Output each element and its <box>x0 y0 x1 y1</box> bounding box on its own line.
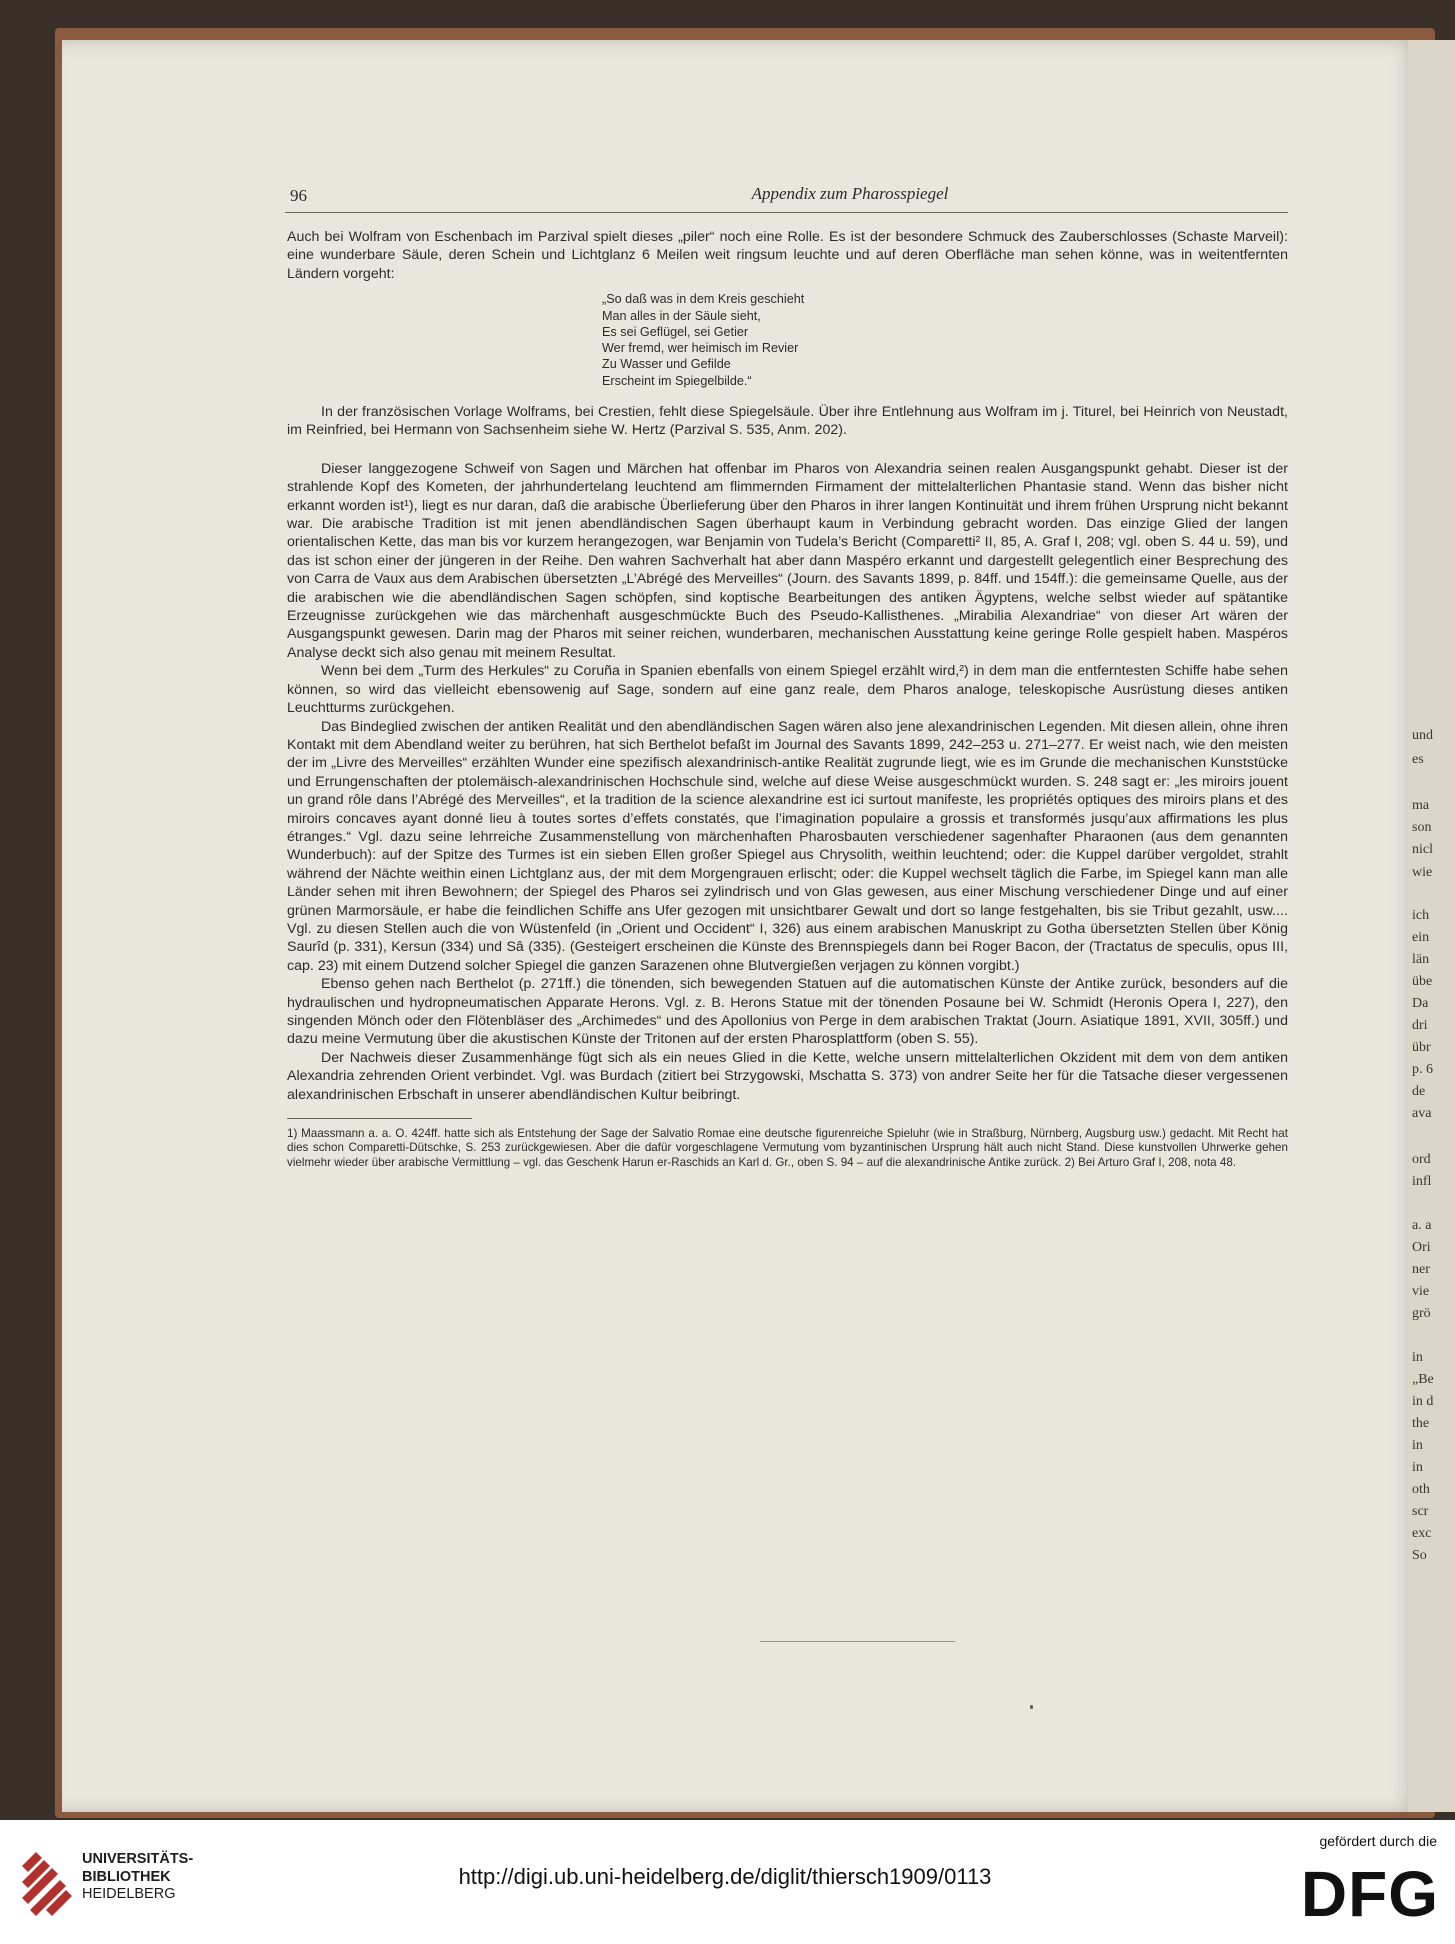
body-text <box>287 228 1288 1170</box>
facing-edge-word: Ori <box>1412 1240 1431 1255</box>
facing-edge-word: p. 6 <box>1412 1062 1433 1077</box>
page-number: 96 <box>290 186 307 205</box>
facing-edge-word: infl <box>1412 1174 1432 1189</box>
facing-edge-word: Da <box>1412 996 1429 1011</box>
page-bottom-rule <box>760 1641 955 1642</box>
facing-edge-word: ein <box>1412 930 1430 945</box>
facing-edge-word: grö <box>1412 1306 1431 1321</box>
poem-line: Es sei Geflügel, sei Getier <box>602 324 749 339</box>
poem-line: Wer fremd, wer heimisch im Revier <box>602 341 799 356</box>
facing-edge-word: ner <box>1412 1262 1430 1277</box>
running-head: Appendix zum Pharosspiegel <box>751 184 949 203</box>
paragraph: Der Nachweis dieser Zusammenhänge fügt sich als ein neues Glied in die Kette, welche unsern mittelalterlichen Okzident mit dem von dem antiken Alexandria zehrenden Orient verbindet. Vgl. was Burdach (zitiert bei Strzygowski, Mschatta S. 373) von andrer Seite her für die Tatsache dieser vergessenen alexandrinischen Erbschaft in unserer abendländischen Kultur beibringt. <box>287 1049 1288 1103</box>
facing-edge-word: a. a <box>1412 1218 1432 1233</box>
facing-edge-word: wie <box>1412 865 1433 880</box>
paragraph: Das Bindeglied zwischen der antiken Realität und den abendländischen Sagen wären also jene alexandrinischen Legenden. Mit diesen allein, ohne ihren Kontakt mit dem Abendland weiter zu berühren, hat sich Berthelot befaßt im Journal des Savants 1899, 242–253 u. 271–277. Er weist nach, wie den meisten der im „Livre des Merveilles“ erzählten Wunder eine spezifisch alexandrinisch-antike Realität zugrunde liegt, wie es im Grunde die mechanischen Kunststücke und Errungenschaften der ptolemäisch-alexandrinischen Hochschule sind, welche auf diese Weise ausgeschmückt wurden. S. 248 sagt er: „les miroirs jouent un grand rôle dans l’Abrégé des Merveilles“, et la tradition de la science alexandrine est ici surtout manifeste, les propriétés optiques des miroirs plans et des miroirs concaves ayant donné lieu à toutes sortes d’effets constatés, que l’imagination populaire a grossis et transformés jusqu’aux affirmations les plus étranges.“ Vgl. dazu seine lehrreiche Zusammenstellung von märchenhaften Pharosbauten verschiedener sagenhafter Pharaonen (aus dem genannten Wunderbuch): auf der Spitze des Turmes ist ein sieben Ellen großer Spiegel aus Chrysolith, weithin leuchtend; oder: die Kuppel darüber vergoldet, strahlt während der Nächte weithin einen Lichtglanz aus, der mit dem Morgengrauen erlischt; oder: die Kuppel wechselt täglich die Farbe, im Spiegel kann man alle Länder sehen mit ihren Bewohnern; der Spiegel des Pharos sei zylindrisch und von Glas gewesen, aus einer Mischung verschiedener Dinge und auf einer grünen Marmorsäule, er habe die feindlichen Schiffe ans Ufer gezogen mit unsichtbarer Gewalt und dort so lange festgehalten, bis sie Tribut gezahlt, usw.... Vgl. zu diesen Stellen auch die von Wüstenfeld (in „Orient und Occident“ I, 326) aus einem arabischen Manuskript zu Gotha übersetzten Stellen über König Saurîd (p. 331), Kersun (334) und Sâ (335). (Gesteigert erscheinen die Künste des Brennspiegels dann bei Roger Bacon, der (Tractatus de speculis, opus III, cap. 23) mit einem Dutzend solcher Spiegel die ganzen Sarazenen ohne Blutvergießen verjagen zu können vorgibt.) <box>287 718 1288 974</box>
facing-edge-word: oth <box>1412 1482 1430 1497</box>
facing-page-edge <box>1408 40 1455 1812</box>
paragraph: Wenn bei dem „Turm des Herkules“ zu Coruña in Spanien ebenfalls von einem Spiegel erzählt wird,²) in dem man die entferntesten Schiffe habe sehen können, so wird das vielleicht ebensowenig auf Sage, sondern auf eine ganz reale, dem Pharos analoge, teleskopische Ausrüstung dieses antiken Leuchtturms zurückgehen. <box>287 663 1288 717</box>
poem-line: Erscheint im Spiegelbilde.“ <box>602 373 752 388</box>
header-rule <box>285 212 1288 213</box>
facing-edge-word: län <box>1412 952 1430 967</box>
paragraph: Dieser langgezogene Schweif von Sagen und Märchen hat offenbar im Pharos von Alexandria seinen realen Ausgangspunkt gehabt. Dieser ist der strahlende Kopf des Kometen, der jahrhundertelang leuchtend am flimmernden Firmament der mittelalterlichen Phantasie stand. Wenn das bisher nicht erkannt worden ist¹), liegt es nur daran, daß die arabische Überlieferung über den Pharos in ihrer langen Kontinuität und ihrem frühen Ursprung nicht bekannt war. Die arabische Tradition ist mit jenen abendländischen Sagen überhaupt kaum in Verbindung gebracht worden. Das einzige Glied der langen orientalischen Kette, das man bis vor kurzem herangezogen, war Benjamin von Tudela’s Bericht (Comparetti² II, 85, A. Graf I, 208; vgl. oben S. 44 u. 59), und das ist schon einer der jüngeren in der Reihe. Den wahren Sachverhalt hat aber dann Maspéro erkannt und dargestellt gelegentlich einer Besprechung des von Carra de Vaux aus dem Arabischen übersetzten „L’Abrégé des Merveilles“ (Journ. des Savants 1899, p. 84ff. und 154ff.): die gemeinsame Quelle, aus der die arabischen wie die abendländischen Sagen schöpfen, sind koptische Bearbeitungen des antiken Ägyptens, welche selbst wieder auf spätantike Erzeugnisse zurückgehen wie das märchenhaft ausgeschmückte Buch des Pseudo-Kallisthenes. „Mirabilia Alexandriae“ von dieser Art wären der Ausgangspunkt gewesen. Darin mag der Pharos mit seiner reichen, wunderbaren, mechanischen Ausstattung keine geringe Rolle gespielt haben. Maspéros Analyse deckt sich also genau mit meinem Resultat. <box>287 460 1288 661</box>
facing-edge-word: scr <box>1412 1504 1429 1519</box>
paper-speck <box>1030 1705 1033 1709</box>
poem-quote <box>602 291 1288 389</box>
facing-edge-word: übe <box>1412 974 1433 989</box>
facing-edge-word: the <box>1412 1416 1430 1431</box>
facing-edge-word: in <box>1412 1350 1423 1365</box>
footnotes: 1) Maassmann a. a. O. 424ff. hatte sich als Entstehung der Sage der Salvatio Romae eine deutsche figurenreiche Spieluhr (wie in Straßburg, Nürnberg, Augsburg usw.) gedacht. Mit Recht hat dies schon Comparetti-Dütschke, S. 253 zurückgewiesen. Aber die dafür vorgeschlagene Vermutung vom byzantinischen Ursprung hält auch nicht Stand. Diese kunstvollen Uhrwerke gehen vielmehr wieder über arabische Vermittlung – vgl. das Geschenk Harun er-Raschids an Karl d. Gr., oben S. 94 – auf die alexandrinische Antike zurück. 2) Bei Arturo Graf I, 208, nota 48. <box>287 1127 1288 1169</box>
facing-edge-word: exc <box>1412 1526 1432 1541</box>
facing-edge-word: „Be <box>1412 1372 1434 1387</box>
ub-heidelberg-logo-icon[interactable] <box>18 1848 74 1918</box>
facing-edge-word: vie <box>1412 1284 1430 1299</box>
footnote-rule <box>287 1118 472 1119</box>
facing-edge-word: ich <box>1412 908 1430 923</box>
facing-edge-word: son <box>1412 820 1432 835</box>
paragraph: In der französischen Vorlage Wolframs, bei Crestien, fehlt diese Spiegelsäule. Über ihre Entlehnung aus Wolfram im j. Titurel, bei Heinrich von Neustadt, im Reinfried, bei Hermann von Sachsenheim siehe W. Hertz (Parzival S. 535, Anm. 202). <box>287 404 1288 439</box>
institution-line: UNIVERSITÄTS- <box>82 1851 194 1867</box>
facing-edge-word: So <box>1412 1548 1427 1563</box>
facing-edge-word: dri <box>1412 1018 1428 1033</box>
paragraph-intro: Auch bei Wolfram von Eschenbach im Parzival spielt dieses „piler“ noch eine Rolle. Es ist der besondere Schmuck des Zauberschlosses (Schaste Marveil): eine wunderbare Säule, deren Schein und Lichtglanz 6 Meilen weit ringsum leuchte und auf deren Oberfläche man sehen könne, was in weitentfernten Ländern vorgeht: <box>287 229 1288 282</box>
facing-edge-word: nicl <box>1412 842 1433 857</box>
facing-edge-word: es <box>1412 752 1424 767</box>
poem-line: Man alles in der Säule sieht, <box>602 308 761 323</box>
facing-edge-word: de <box>1412 1084 1426 1099</box>
facing-edge-word: in <box>1412 1438 1423 1453</box>
dfg-logo[interactable]: DFG <box>1300 1858 1439 1930</box>
permalink-url[interactable]: http://digi.ub.uni-heidelberg.de/diglit/thiersch1909/0113 <box>458 1864 992 1889</box>
institution-name[interactable] <box>82 1851 193 1904</box>
poem-line: „So daß was in dem Kreis geschieht <box>602 292 805 307</box>
poem-line: Zu Wasser und Gefilde <box>602 357 731 372</box>
funded-by-label: gefördert durch die <box>1319 1833 1437 1849</box>
institution-line: HEIDELBERG <box>82 1886 176 1902</box>
facing-edge-word: übr <box>1412 1040 1431 1055</box>
paragraph: Ebenso gehen nach Berthelot (p. 271ff.) die tönenden, sich bewegenden Statuen auf die automatischen Künste der Antike zurück, besonders auf die hydraulischen und hydropneumatischen Apparate Herons. Vgl. z. B. Herons Statue mit der tönenden Posaune bei W. Schmidt (Heronis Opera I, 227), den singenden Mönch oder den Flötenbläser des „Archimedes“ und des Apollonius von Perge in dem arabischen Traktat (Journ. Asiatique 1891, XVII, 305ff.) und dazu meine Vermutung über die akustischen Künste der Tritonen auf der ersten Pharosplattform (oben S. 55). <box>287 976 1288 1048</box>
facing-edge-word: in d <box>1412 1394 1434 1409</box>
facing-edge-word: ma <box>1412 798 1430 813</box>
institution-line: BIBLIOTHEK <box>82 1868 171 1885</box>
facing-edge-word: in <box>1412 1460 1423 1475</box>
facing-edge-word: ava <box>1412 1106 1432 1121</box>
facing-edge-word: ord <box>1412 1152 1431 1167</box>
facing-edge-word: und <box>1412 728 1433 743</box>
